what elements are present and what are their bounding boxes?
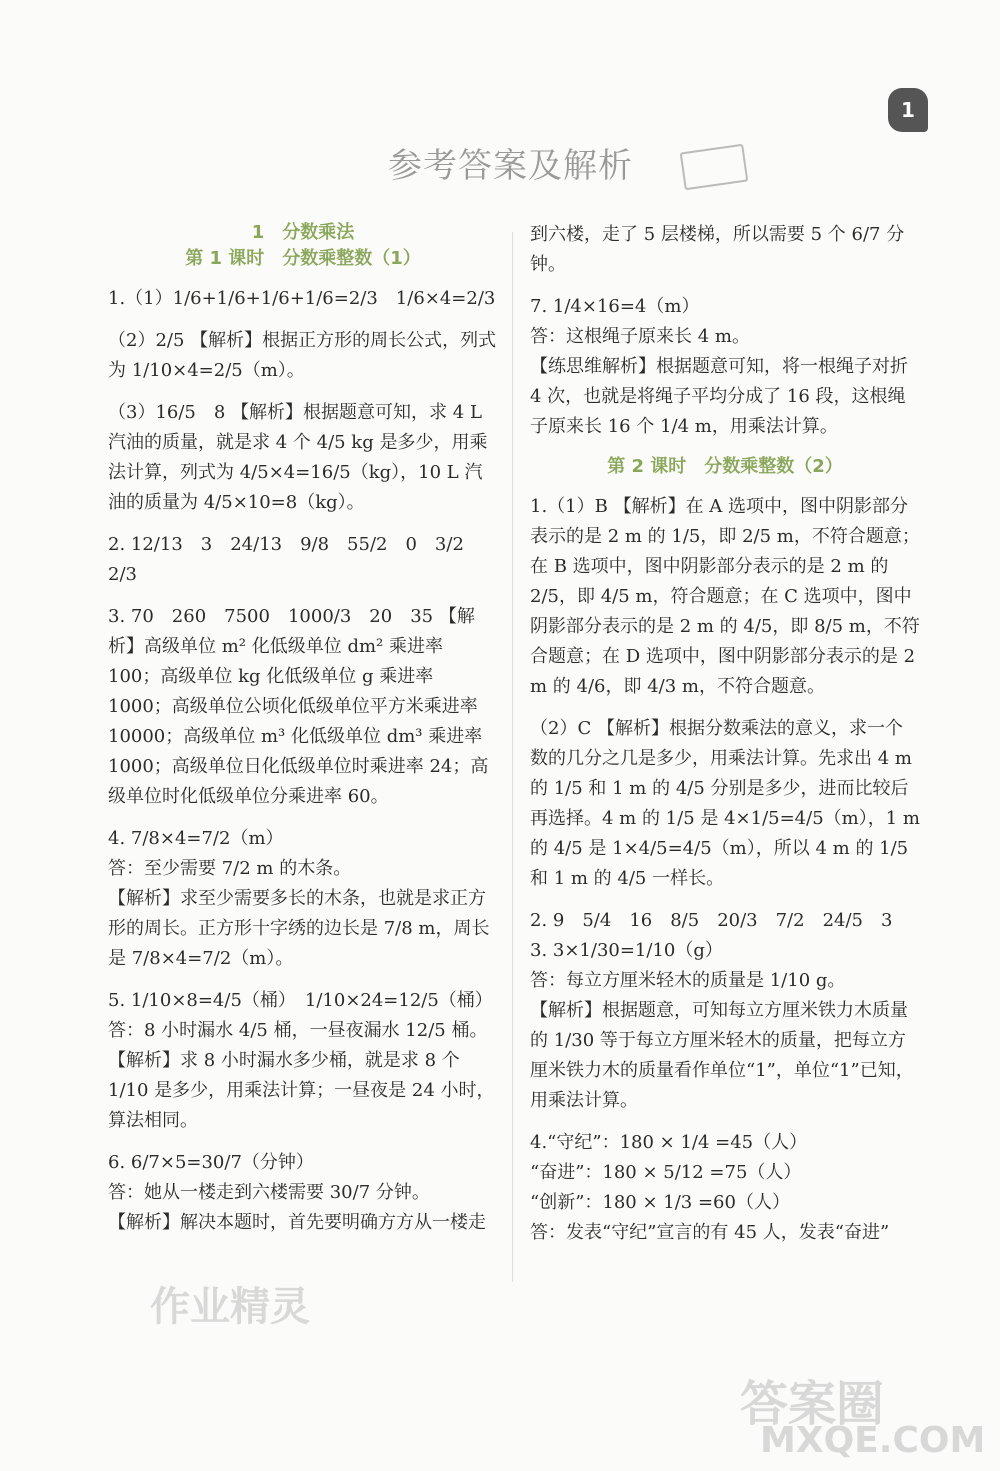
answer-line: 【解析】求至少需要多长的木条，也就是求正方形的周长。正方形十字绣的边长是 7/8 m，周长是 7/8×4=7/2（m）。 — [108, 888, 490, 969]
answer-line: 3. 3×1/30=1/10（g） — [530, 940, 723, 961]
page-title: 参考答案及解析 — [388, 146, 633, 186]
answer-line: 2. 9 5/4 16 8/5 20/3 7/2 24/5 3 — [530, 910, 893, 931]
answer-line: “奋进”：180 × 5/12 =75（人） — [530, 1162, 802, 1183]
answer-line: 6. 6/7×5=30/7（分钟） — [108, 1152, 314, 1173]
page-number: 1 — [888, 88, 928, 132]
answer-line: 1.（1）B 【解析】在 A 选项中，图中阴影部分表示的是 2 m 的 1/5，即 2/5 m，不符合题意；在 B 选项中，图中阴影部分表示的是 2 m 的 2/5，即 4/5 m，符合题意；在 C 选项中，图中阴影部分表示的是 2 m 的 4/5，即 8/5 m，不符合题意；在 D 选项中，图中阴影部分表示的是 2 m 的 4/6，即 4/3 m，不符合题意。 — [530, 496, 920, 697]
answer-line: 2. 12/13 3 24/13 9/8 55/2 0 3/2 2/3 — [108, 534, 482, 585]
answer-line: （3）16/5 8 【解析】根据题意可知，求 4 L 汽油的质量，就是求 4 个 4/5 kg 是多少，用乘法计算，列式为 4/5×4=16/5（kg），10 L 汽油的质量为 4/5×10=8（kg）。 — [108, 402, 488, 513]
answer-line: 答：发表“守纪”宣言的有 45 人，发表“奋进” — [530, 1222, 890, 1243]
answer-line: 4. 7/8×4=7/2（m） — [108, 828, 284, 849]
watermark-url: MXQE.COM — [760, 1420, 986, 1461]
answer-line: 【练思维解析】根据题意可知，将一根绳子对折 4 次，也就是将绳子平均分成了 16 段，这根绳子原来长 16 个 1/4 m，用乘法计算。 — [530, 356, 908, 437]
answer-line: 【解析】解决本题时，首先要明确方方从一楼走 — [108, 1212, 486, 1233]
answer-line: 5. 1/10×8=4/5（桶） 1/10×24=12/5（桶） — [108, 990, 493, 1011]
answer-line: 答：至少需要 7/2 m 的木条。 — [108, 858, 352, 879]
answer-line: 答：她从一楼走到六楼需要 30/7 分钟。 — [108, 1182, 430, 1203]
answer-line: 4.“守纪”：180 × 1/4 =45（人） — [530, 1132, 808, 1153]
left-column — [108, 220, 498, 1238]
column-divider — [512, 232, 513, 1282]
answer-line: 答：每立方厘米轻木的质量是 1/10 g。 — [530, 970, 846, 991]
answer-line: 答：这根绳子原来长 4 m。 — [530, 326, 750, 347]
answer-line: 【解析】根据题意，可知每立方厘米铁力木质量的 1/30 等于每立方厘米轻木的质量，把每立方厘米铁力木的质量看作单位“1”，单位“1”已知，用乘法计算。 — [530, 1000, 914, 1111]
lesson-title-1: 第 1 课时 分数乘整数（1） — [185, 248, 421, 269]
answer-line: 答：8 小时漏水 4/5 桶，一昼夜漏水 12/5 桶。 — [108, 1020, 488, 1041]
stamp-logo — [680, 144, 749, 191]
answer-line: （2）C 【解析】根据分数乘法的意义，求一个数的几分之几是多少，用乘法计算。先求出 4 m 的 1/5 和 1 m 的 4/5 分别是多少，进而比较后再选择。4 m 的 1/5 是 4×1/5=4/5（m），1 m 的 4/5 是 1×4/5=4/5（m），所以 4 m 的 1/5 和 1 m 的 4/5 一样长。 — [530, 718, 920, 889]
answer-line: 到六楼，走了 5 层楼梯，所以需要 5 个 6/7 分钟。 — [530, 224, 905, 275]
answer-line: （2）2/5 【解析】根据正方形的周长公式，列式为 1/10×4=2/5（m）。 — [108, 330, 497, 381]
answer-line: 3. 70 260 7500 1000/3 20 35 【解析】高级单位 m² 化低级单位 dm² 乘进率 100；高级单位 kg 化低级单位 g 乘进率 1000；高级单位公顷化低级单位平方米乘进率 10000；高级单位 m³ 化低级单位 dm³ 乘进率 1000；高级单位日化低级单位时乘进率 24；高级单位时化低级单位分乘进率 60。 — [108, 606, 489, 807]
watermark-text: 作业精灵 — [150, 1284, 310, 1330]
answer-line: “创新”：180 × 1/3 =60（人） — [530, 1192, 790, 1213]
answer-line: 7. 1/4×16=4（m） — [530, 296, 700, 317]
chapter-title: 1 分数乘法 — [251, 222, 355, 243]
lesson-title-2: 第 2 课时 分数乘整数（2） — [607, 456, 843, 477]
answer-line: 【解析】求 8 小时漏水多少桶，就是求 8 个 1/10 是多少，用乘法计算；一昼夜是 24 小时，算法相同。 — [108, 1050, 495, 1131]
answer-line: 1.（1）1/6+1/6+1/6+1/6=2/3 1/6×4=2/3 — [108, 288, 496, 309]
watermark-logo: 答案圈 — [740, 1376, 885, 1432]
right-column — [530, 220, 920, 1248]
